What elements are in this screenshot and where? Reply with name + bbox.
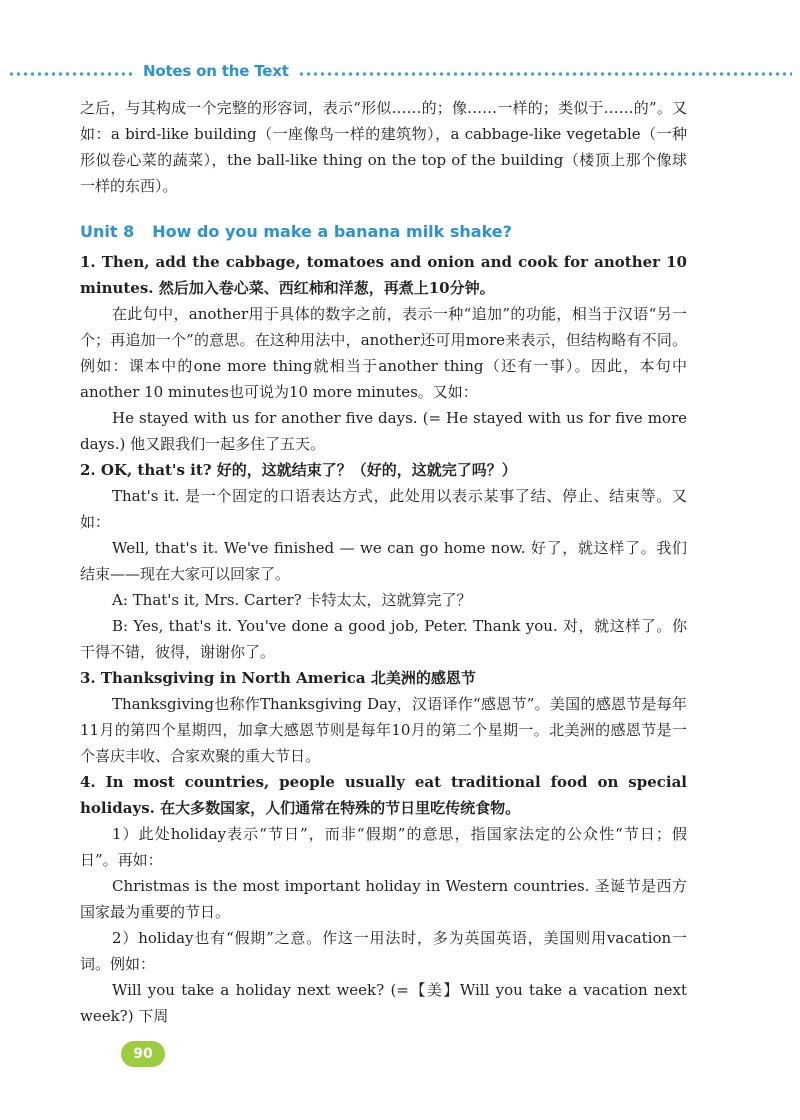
header-dotted-rule-left <box>8 72 136 76</box>
note-2-explanation: That's it. 是一个固定的口语表达方式，此处用以表示某事了结、停止、结束等。又如： <box>80 487 687 531</box>
header-dotted-rule-right <box>298 72 792 76</box>
page-body <box>80 95 687 1029</box>
note-3-heading: 3. Thanksgiving in North America 北美洲的感恩节 <box>80 669 476 687</box>
note-1-explanation: 在此句中，another用于具体的数字之前，表示一种“追加”的功能，相当于汉语“另一个；再追加一个”的意思。在这种用法中，another还可用more来表示，但结构略有不同。例如：课本中的one more thing就相当于another thing（还有一事）。因此，本句中another 10 minutes也可说为10 more minutes。又如： <box>80 305 687 401</box>
note-4-subpoint-1: 1）此处holiday表示“节日”，而非“假期”的意思，指国家法定的公众性“节日；假日”。再如： <box>80 825 687 869</box>
note-4-heading: 4. In most countries, people usually eat traditional food on special holidays. 在大多数国家，人们通常在特殊的节日里吃传统食物。 <box>80 773 687 817</box>
note-4-subpoint-2: 2）holiday也有“假期”之意。作这一用法时，多为英国英语，美国则用vacation一词。例如： <box>80 929 687 973</box>
header-title: Notes on the Text <box>143 62 289 80</box>
unit-title: How do you make a banana milk shake? <box>152 222 512 241</box>
note-2-example-1: Well, that's it. We've finished — we can go home now. 好了，就这样了。我们结束——现在大家可以回家了。 <box>80 539 687 583</box>
note-2-example-2: A: That's it, Mrs. Carter? 卡特太太，这就算完了？ <box>112 591 472 609</box>
note-3-explanation: Thanksgiving也称作Thanksgiving Day，汉语译作“感恩节”。美国的感恩节是每年11月的第四个星期四，加拿大感恩节则是每年10月的第二个星期一。北美洲的感恩节是一个喜庆丰收、合家欢聚的重大节日。 <box>80 695 687 765</box>
note-2-example-3: B: Yes, that's it. You've done a good job, Peter. Thank you. 对，就这样了。你干得不错，彼得，谢谢你了。 <box>80 617 687 661</box>
intro-paragraph: 之后，与其构成一个完整的形容词，表示“形似……的；像……一样的；类似于……的”。又如：a bird-like building（一座像鸟一样的建筑物），a cabbage-like vegetable（一种形似卷心菜的蔬菜），the ball-like thing on the top of the building（楼顶上那个像球一样的东西）。 <box>80 99 687 195</box>
running-header <box>0 62 800 86</box>
note-1-example: He stayed with us for another five days. (= He stayed with us for five more days.) 他又跟我们一起多住了五天。 <box>80 409 687 453</box>
note-4-example-1: Christmas is the most important holiday in Western countries. 圣诞节是西方国家最为重要的节日。 <box>80 877 687 921</box>
note-1-heading: 1. Then, add the cabbage, tomatoes and onion and cook for another 10 minutes. 然后加入卷心菜、西红柿和洋葱，再煮上10分钟。 <box>80 253 687 297</box>
unit-number: Unit 8 <box>80 222 135 241</box>
unit-heading <box>80 219 687 245</box>
page-number-badge: 90 <box>121 1041 165 1067</box>
note-2-heading: 2. OK, that's it? 好的，这就结束了？（好的，这就完了吗？） <box>80 461 517 479</box>
note-4-example-2: Will you take a holiday next week? (=【美】Will you take a vacation next week?) 下周 <box>80 981 687 1025</box>
